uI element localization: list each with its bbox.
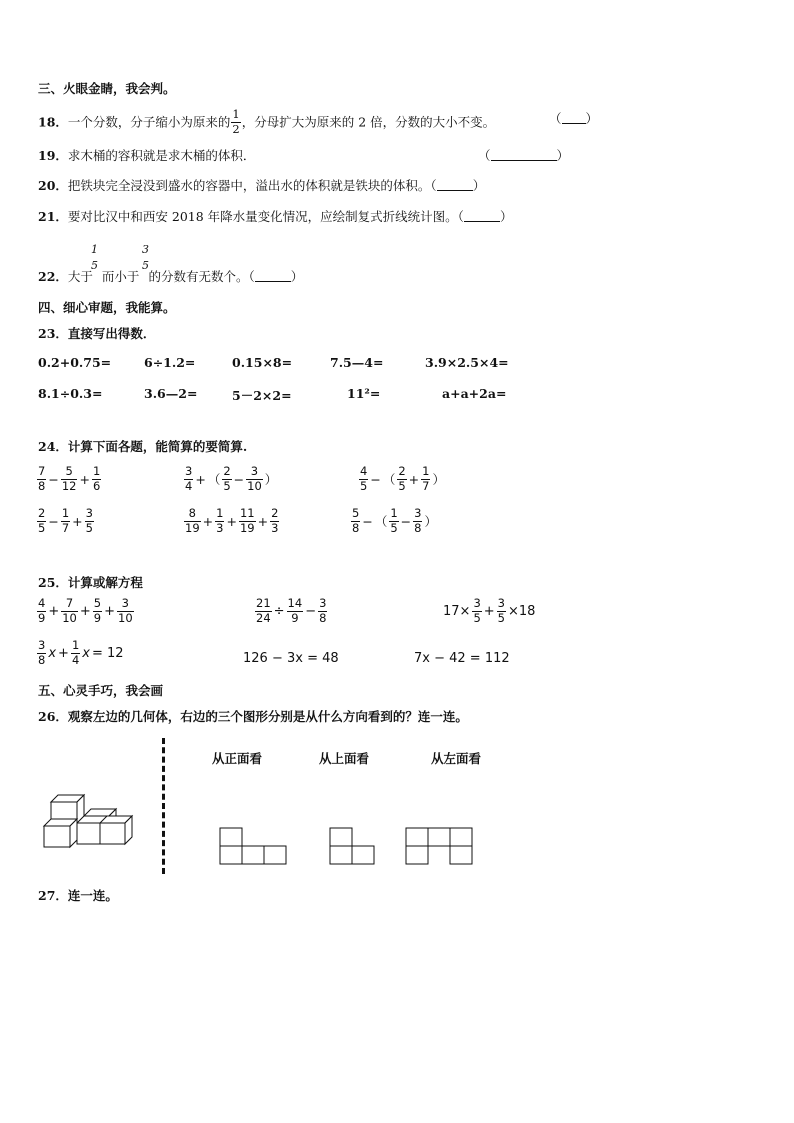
question-24-title: 24．计算下面各题，能简算的要简算. (38, 439, 248, 454)
view-label-left: 从左面看 (431, 751, 482, 766)
view-label-front: 从正面看 (212, 751, 263, 766)
q24-expression-3: $\frac{4}{5}$ − （ $\frac{2}{5}$ + $\frac{1}{7}$ ） (360, 464, 445, 493)
question-text: 的分数有无数个。 (148, 269, 249, 284)
fraction-one-fifth: 1 5 (91, 243, 98, 272)
question-23-title: 23．直接写出得数． (38, 326, 156, 341)
calc-item: a+a+2a= (442, 386, 507, 401)
calc-item: 5－2×2= (232, 388, 292, 403)
question-text: 把铁块完全浸没到盛水的容器中，溢出水的体积就是铁块的体积。 (67, 178, 431, 193)
view-label-top: 从上面看 (319, 751, 370, 766)
question-number: 21． (38, 209, 68, 224)
question-text: 求木桶的容积就是求木桶的体积． (67, 148, 256, 163)
dashed-divider (162, 738, 165, 874)
calc-item: 0.2+0.75= (38, 355, 112, 370)
question-text: 而小于 (101, 269, 140, 284)
question-number: 19． (38, 148, 68, 163)
question-text: 一个分数，分子缩小为原来的 (67, 114, 231, 130)
question-number: 20． (38, 178, 68, 193)
question-text: 要对比汉中和西安 2018 年降水量变化情况，应绘制复式折线统计图。 (67, 209, 458, 224)
answer-blank-20[interactable]: （ ） (430, 178, 486, 193)
question-text: ，分母扩大为原来的 2 倍，分数的大小不变。 (241, 114, 496, 130)
calc-item: 7.5—4= (330, 355, 384, 370)
q24-expression-2: $\frac{3}{4}$ + （ $\frac{2}{5}$ − $\frac{3}{10}$ ） (185, 464, 278, 493)
question-19 (38, 146, 255, 164)
q25-equation-1: $\frac{3}{8}$ x + $\frac{1}{4}$ x = 12 (38, 638, 124, 667)
question-25-title: 25．计算或解方程 (38, 575, 143, 590)
q25-equation-3: 7x − 42 = 112 (414, 651, 510, 666)
calc-item: 0.15×8= (232, 355, 293, 370)
answer-blank-18[interactable]: （ ） (549, 111, 599, 126)
fraction-one-half: $\frac{1}{2}$ (232, 107, 240, 136)
q25-expression-3: 17× $\frac{3}{5}$ + $\frac{3}{5}$ ×18 (443, 596, 536, 625)
calc-item: 3.9×2.5×4= (425, 355, 509, 370)
left-view-shape (405, 826, 475, 866)
calc-item: 3.6—2= (144, 386, 198, 401)
question-22 (38, 267, 303, 285)
q24-expression-1: $\frac{7}{8}$ − $\frac{5}{12}$ + $\frac{1}{6}$ (38, 464, 101, 493)
q24-expression-6: $\frac{5}{8}$ − （ $\frac{1}{5}$ − $\frac{3}{8}$ ） (352, 506, 437, 535)
question-21 (38, 207, 512, 225)
question-18 (38, 109, 495, 135)
answer-blank-19[interactable]: （ ） (478, 148, 570, 163)
calc-item: 6÷1.2= (144, 355, 196, 370)
section5-title: 五、心灵手巧，我会画 (38, 683, 164, 698)
calc-item: 8.1÷0.3= (38, 386, 103, 401)
front-view-shape (219, 826, 289, 866)
question-20 (38, 176, 485, 194)
calc-item: 11²= (347, 386, 381, 401)
q25-equation-2: 126 − 3x = 48 (243, 651, 339, 666)
question-text: 大于 (67, 269, 93, 284)
section4-title: 四、细心审题，我能算。 (38, 300, 176, 315)
question-26-title: 26．观察左边的几何体，右边的三个图形分别是从什么方向看到的？连一连。 (38, 709, 468, 724)
answer-blank-21[interactable]: （ ） (457, 209, 513, 224)
answer-blank-22[interactable]: （ ） (248, 269, 304, 284)
q24-expression-4: $\frac{2}{5}$ − $\frac{1}{7}$ + $\frac{3}{5}$ (38, 506, 93, 535)
q25-expression-2: $\frac{21}{24}$ ÷ $\frac{14}{9}$ − $\frac{3}{8}$ (256, 596, 327, 625)
question-number: 22． (38, 269, 68, 284)
q24-expression-5: $\frac{8}{19}$ + $\frac{1}{3}$ + $\frac{11}{19}$ + $\frac{2}{3}$ (185, 506, 279, 535)
geometric-solid-figure (40, 790, 145, 850)
question-27-title: 27．连一连。 (38, 888, 118, 903)
q25-expression-1: $\frac{4}{9}$ + $\frac{7}{10}$ + $\frac{5}{9}$ + $\frac{3}{10}$ (38, 596, 133, 625)
fraction-three-fifths: 3 5 (142, 243, 149, 272)
top-view-shape (329, 826, 377, 866)
question-number: 18． (38, 114, 68, 130)
section3-title: 三、火眼金睛，我会判。 (38, 81, 176, 96)
